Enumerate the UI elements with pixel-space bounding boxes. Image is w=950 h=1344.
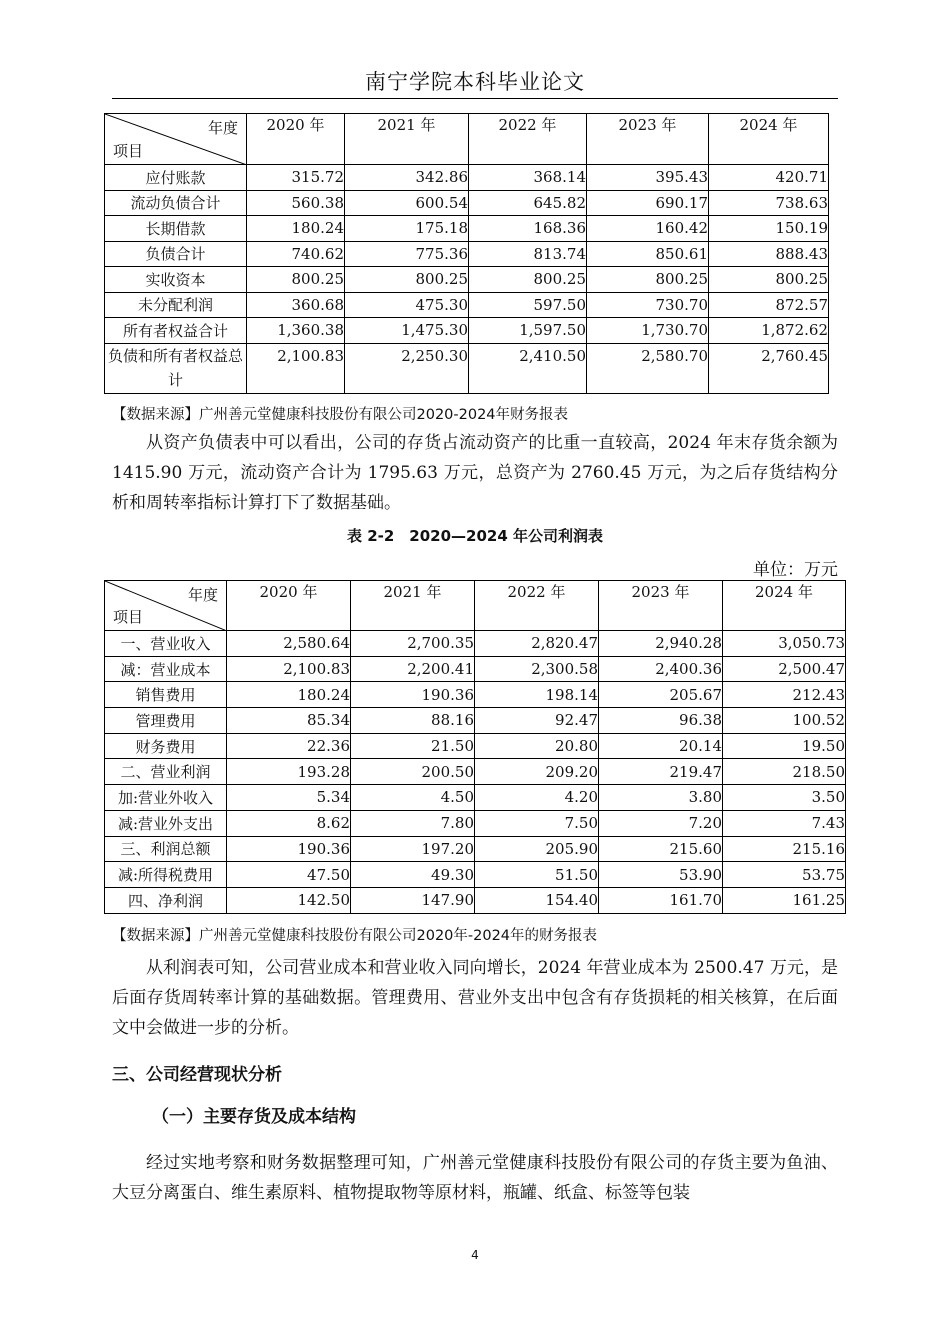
table-cell: 20.80 — [475, 733, 599, 759]
row-label: 减:营业外支出 — [105, 810, 227, 836]
table-cell: 800.25 — [587, 267, 709, 293]
table-cell: 180.24 — [247, 216, 345, 242]
table-cell: 872.57 — [709, 292, 829, 318]
row-label: 实收资本 — [105, 267, 247, 293]
table-cell: 22.36 — [227, 733, 351, 759]
paragraph: 从资产负债表中可以看出，公司的存货占流动资产的比重一直较高，2024 年末存货余额为 1415.90 万元，流动资产合计为 1795.63 万元，总资产为 2760.45 万元，为之后存货结构分析和周转率指标计算打下了数据基础。 — [112, 433, 838, 513]
row-label: 负债合计 — [105, 241, 247, 267]
table-cell: 197.20 — [351, 836, 475, 862]
page-header: 南宁学院本科毕业论文 — [365, 70, 585, 94]
table-row — [105, 216, 829, 242]
table-cell: 1,360.38 — [247, 318, 345, 344]
year-header: 2020 年 — [247, 114, 345, 165]
table-cell: 1,475.30 — [345, 318, 469, 344]
table-cell: 215.60 — [599, 836, 723, 862]
corner-item-label: 项目 — [113, 142, 144, 160]
table-cell: 100.52 — [723, 708, 846, 734]
table-cell: 7.50 — [475, 810, 599, 836]
table-cell: 7.80 — [351, 810, 475, 836]
corner-year-label: 年度 — [187, 586, 218, 604]
paragraph: 经过实地考察和财务数据整理可知，广州善元堂健康科技股份有限公司的存货主要为鱼油、大豆分离蛋白、维生素原料、植物提取物等原材料，瓶罐、纸盒、标签等包装 — [112, 1153, 838, 1203]
table-cell: 368.14 — [469, 165, 587, 191]
table-cell: 161.25 — [723, 887, 846, 913]
table-cell: 2,580.70 — [587, 343, 709, 393]
table-cell: 209.20 — [475, 759, 599, 785]
table-cell: 475.30 — [345, 292, 469, 318]
table-cell: 8.62 — [227, 810, 351, 836]
table-cell: 200.50 — [351, 759, 475, 785]
section-heading: 三、公司经营现状分析 — [112, 1065, 282, 1085]
table-row — [105, 682, 846, 708]
table-cell: 2,100.83 — [247, 343, 345, 393]
table-cell: 85.34 — [227, 708, 351, 734]
table-cell: 420.71 — [709, 165, 829, 191]
table-cell: 154.40 — [475, 887, 599, 913]
year-header: 2024 年 — [723, 581, 846, 631]
table-cell: 4.50 — [351, 785, 475, 811]
table-corner-header — [105, 581, 227, 631]
table-cell: 198.14 — [475, 682, 599, 708]
table-cell: 800.25 — [247, 267, 345, 293]
table-row — [105, 836, 846, 862]
table-row — [105, 292, 829, 318]
table2-source-note: 【数据来源】广州善元堂健康科技股份有限公司2020年-2024年的财务报表 — [112, 928, 598, 944]
table-row — [105, 165, 829, 191]
table-row — [105, 862, 846, 888]
table-cell: 1,597.50 — [469, 318, 587, 344]
table-row — [105, 318, 829, 344]
table-cell: 215.16 — [723, 836, 846, 862]
table-cell: 180.24 — [227, 682, 351, 708]
table-cell: 147.90 — [351, 887, 475, 913]
row-label: 流动负债合计 — [105, 190, 247, 216]
table-cell: 360.68 — [247, 292, 345, 318]
corner-item-label: 项目 — [113, 608, 144, 626]
table-cell: 645.82 — [469, 190, 587, 216]
paragraph: 从利润表可知，公司营业成本和营业收入同向增长，2024 年营业成本为 2500.47 万元，是后面存货周转率计算的基础数据。管理费用、营业外支出中包含有存货损耗的相关核算，在后面文中会做进一步的分析。 — [112, 958, 838, 1038]
table-cell: 19.50 — [723, 733, 846, 759]
table-cell: 2,400.36 — [599, 656, 723, 682]
row-label: 所有者权益合计 — [105, 318, 247, 344]
table-cell: 1,872.62 — [709, 318, 829, 344]
page-number: 4 — [471, 1248, 479, 1262]
table-row — [105, 631, 846, 657]
income-statement-table — [104, 580, 846, 914]
year-header: 2024 年 — [709, 114, 829, 165]
row-label: 加:营业外收入 — [105, 785, 227, 811]
table-cell: 342.86 — [345, 165, 469, 191]
row-label: 未分配利润 — [105, 292, 247, 318]
table-cell: 2,200.41 — [351, 656, 475, 682]
table-cell: 92.47 — [475, 708, 599, 734]
table-row — [105, 241, 829, 267]
table-cell: 560.38 — [247, 190, 345, 216]
table-cell: 3,050.73 — [723, 631, 846, 657]
table-cell: 775.36 — [345, 241, 469, 267]
header-rule — [112, 98, 838, 99]
table-cell: 2,940.28 — [599, 631, 723, 657]
table-row — [105, 887, 846, 913]
table-cell: 142.50 — [227, 887, 351, 913]
table-cell: 800.25 — [709, 267, 829, 293]
table-cell: 3.50 — [723, 785, 846, 811]
year-header: 2022 年 — [475, 581, 599, 631]
table-cell: 7.43 — [723, 810, 846, 836]
table-cell: 47.50 — [227, 862, 351, 888]
table-cell: 218.50 — [723, 759, 846, 785]
table-cell: 219.47 — [599, 759, 723, 785]
table-row — [105, 733, 846, 759]
table-cell: 597.50 — [469, 292, 587, 318]
table-cell: 51.50 — [475, 862, 599, 888]
table-cell: 7.20 — [599, 810, 723, 836]
table-cell: 190.36 — [351, 682, 475, 708]
table-cell: 2,760.45 — [709, 343, 829, 393]
year-header: 2023 年 — [587, 114, 709, 165]
table-cell: 190.36 — [227, 836, 351, 862]
table-cell: 2,250.30 — [345, 343, 469, 393]
table-cell: 205.67 — [599, 682, 723, 708]
table-cell: 168.36 — [469, 216, 587, 242]
table-cell: 4.20 — [475, 785, 599, 811]
table-row — [105, 656, 846, 682]
year-header: 2020 年 — [227, 581, 351, 631]
table-cell: 690.17 — [587, 190, 709, 216]
table-cell: 160.42 — [587, 216, 709, 242]
table-cell: 193.28 — [227, 759, 351, 785]
table-cell: 205.90 — [475, 836, 599, 862]
table-cell: 20.14 — [599, 733, 723, 759]
row-label: 三、利润总额 — [105, 836, 227, 862]
corner-year-label: 年度 — [207, 119, 238, 137]
table-row — [105, 343, 829, 393]
table-cell: 1,730.70 — [587, 318, 709, 344]
table-cell: 730.70 — [587, 292, 709, 318]
table2-unit: 单位：万元 — [753, 560, 838, 580]
table-cell: 5.34 — [227, 785, 351, 811]
table-cell: 88.16 — [351, 708, 475, 734]
table-cell: 800.25 — [345, 267, 469, 293]
table-cell: 813.74 — [469, 241, 587, 267]
table-cell: 2,820.47 — [475, 631, 599, 657]
table-cell: 2,410.50 — [469, 343, 587, 393]
balance-sheet-table — [104, 113, 829, 394]
table-row — [105, 190, 829, 216]
table-cell: 2,700.35 — [351, 631, 475, 657]
table-cell: 150.19 — [709, 216, 829, 242]
row-label: 销售费用 — [105, 682, 227, 708]
table-row — [105, 785, 846, 811]
table-cell: 53.90 — [599, 862, 723, 888]
table-cell: 161.70 — [599, 887, 723, 913]
table-cell: 740.62 — [247, 241, 345, 267]
row-label: 管理费用 — [105, 708, 227, 734]
row-label: 四、净利润 — [105, 887, 227, 913]
table-cell: 888.43 — [709, 241, 829, 267]
table-cell: 175.18 — [345, 216, 469, 242]
year-header: 2022 年 — [469, 114, 587, 165]
row-label: 减:所得税费用 — [105, 862, 227, 888]
table1-source-note: 【数据来源】广州善元堂健康科技股份有限公司2020-2024年财务报表 — [112, 407, 569, 423]
table-row — [105, 810, 846, 836]
table-cell: 212.43 — [723, 682, 846, 708]
table-cell: 600.54 — [345, 190, 469, 216]
row-label: 负债和所有者权益总计 — [105, 343, 247, 393]
row-label: 长期借款 — [105, 216, 247, 242]
subsection-heading: （一）主要存货及成本结构 — [152, 1107, 356, 1127]
table-cell: 53.75 — [723, 862, 846, 888]
row-label: 一、营业收入 — [105, 631, 227, 657]
year-header: 2023 年 — [599, 581, 723, 631]
table-cell: 2,100.83 — [227, 656, 351, 682]
table-cell: 850.61 — [587, 241, 709, 267]
row-label: 减：营业成本 — [105, 656, 227, 682]
year-header: 2021 年 — [345, 114, 469, 165]
table-cell: 738.63 — [709, 190, 829, 216]
year-header: 2021 年 — [351, 581, 475, 631]
table-cell: 315.72 — [247, 165, 345, 191]
table-cell: 21.50 — [351, 733, 475, 759]
table-cell: 395.43 — [587, 165, 709, 191]
table-cell: 2,500.47 — [723, 656, 846, 682]
table-cell: 800.25 — [469, 267, 587, 293]
table-row — [105, 708, 846, 734]
table2-caption: 表 2-2 2020—2024 年公司利润表 — [346, 527, 604, 545]
table-cell: 49.30 — [351, 862, 475, 888]
table-row — [105, 759, 846, 785]
table-cell: 96.38 — [599, 708, 723, 734]
table-cell: 2,300.58 — [475, 656, 599, 682]
row-label: 应付账款 — [105, 165, 247, 191]
table-corner-header — [105, 114, 247, 165]
table-cell: 2,580.64 — [227, 631, 351, 657]
table-cell: 3.80 — [599, 785, 723, 811]
row-label: 财务费用 — [105, 733, 227, 759]
table-row — [105, 267, 829, 293]
row-label: 二、营业利润 — [105, 759, 227, 785]
